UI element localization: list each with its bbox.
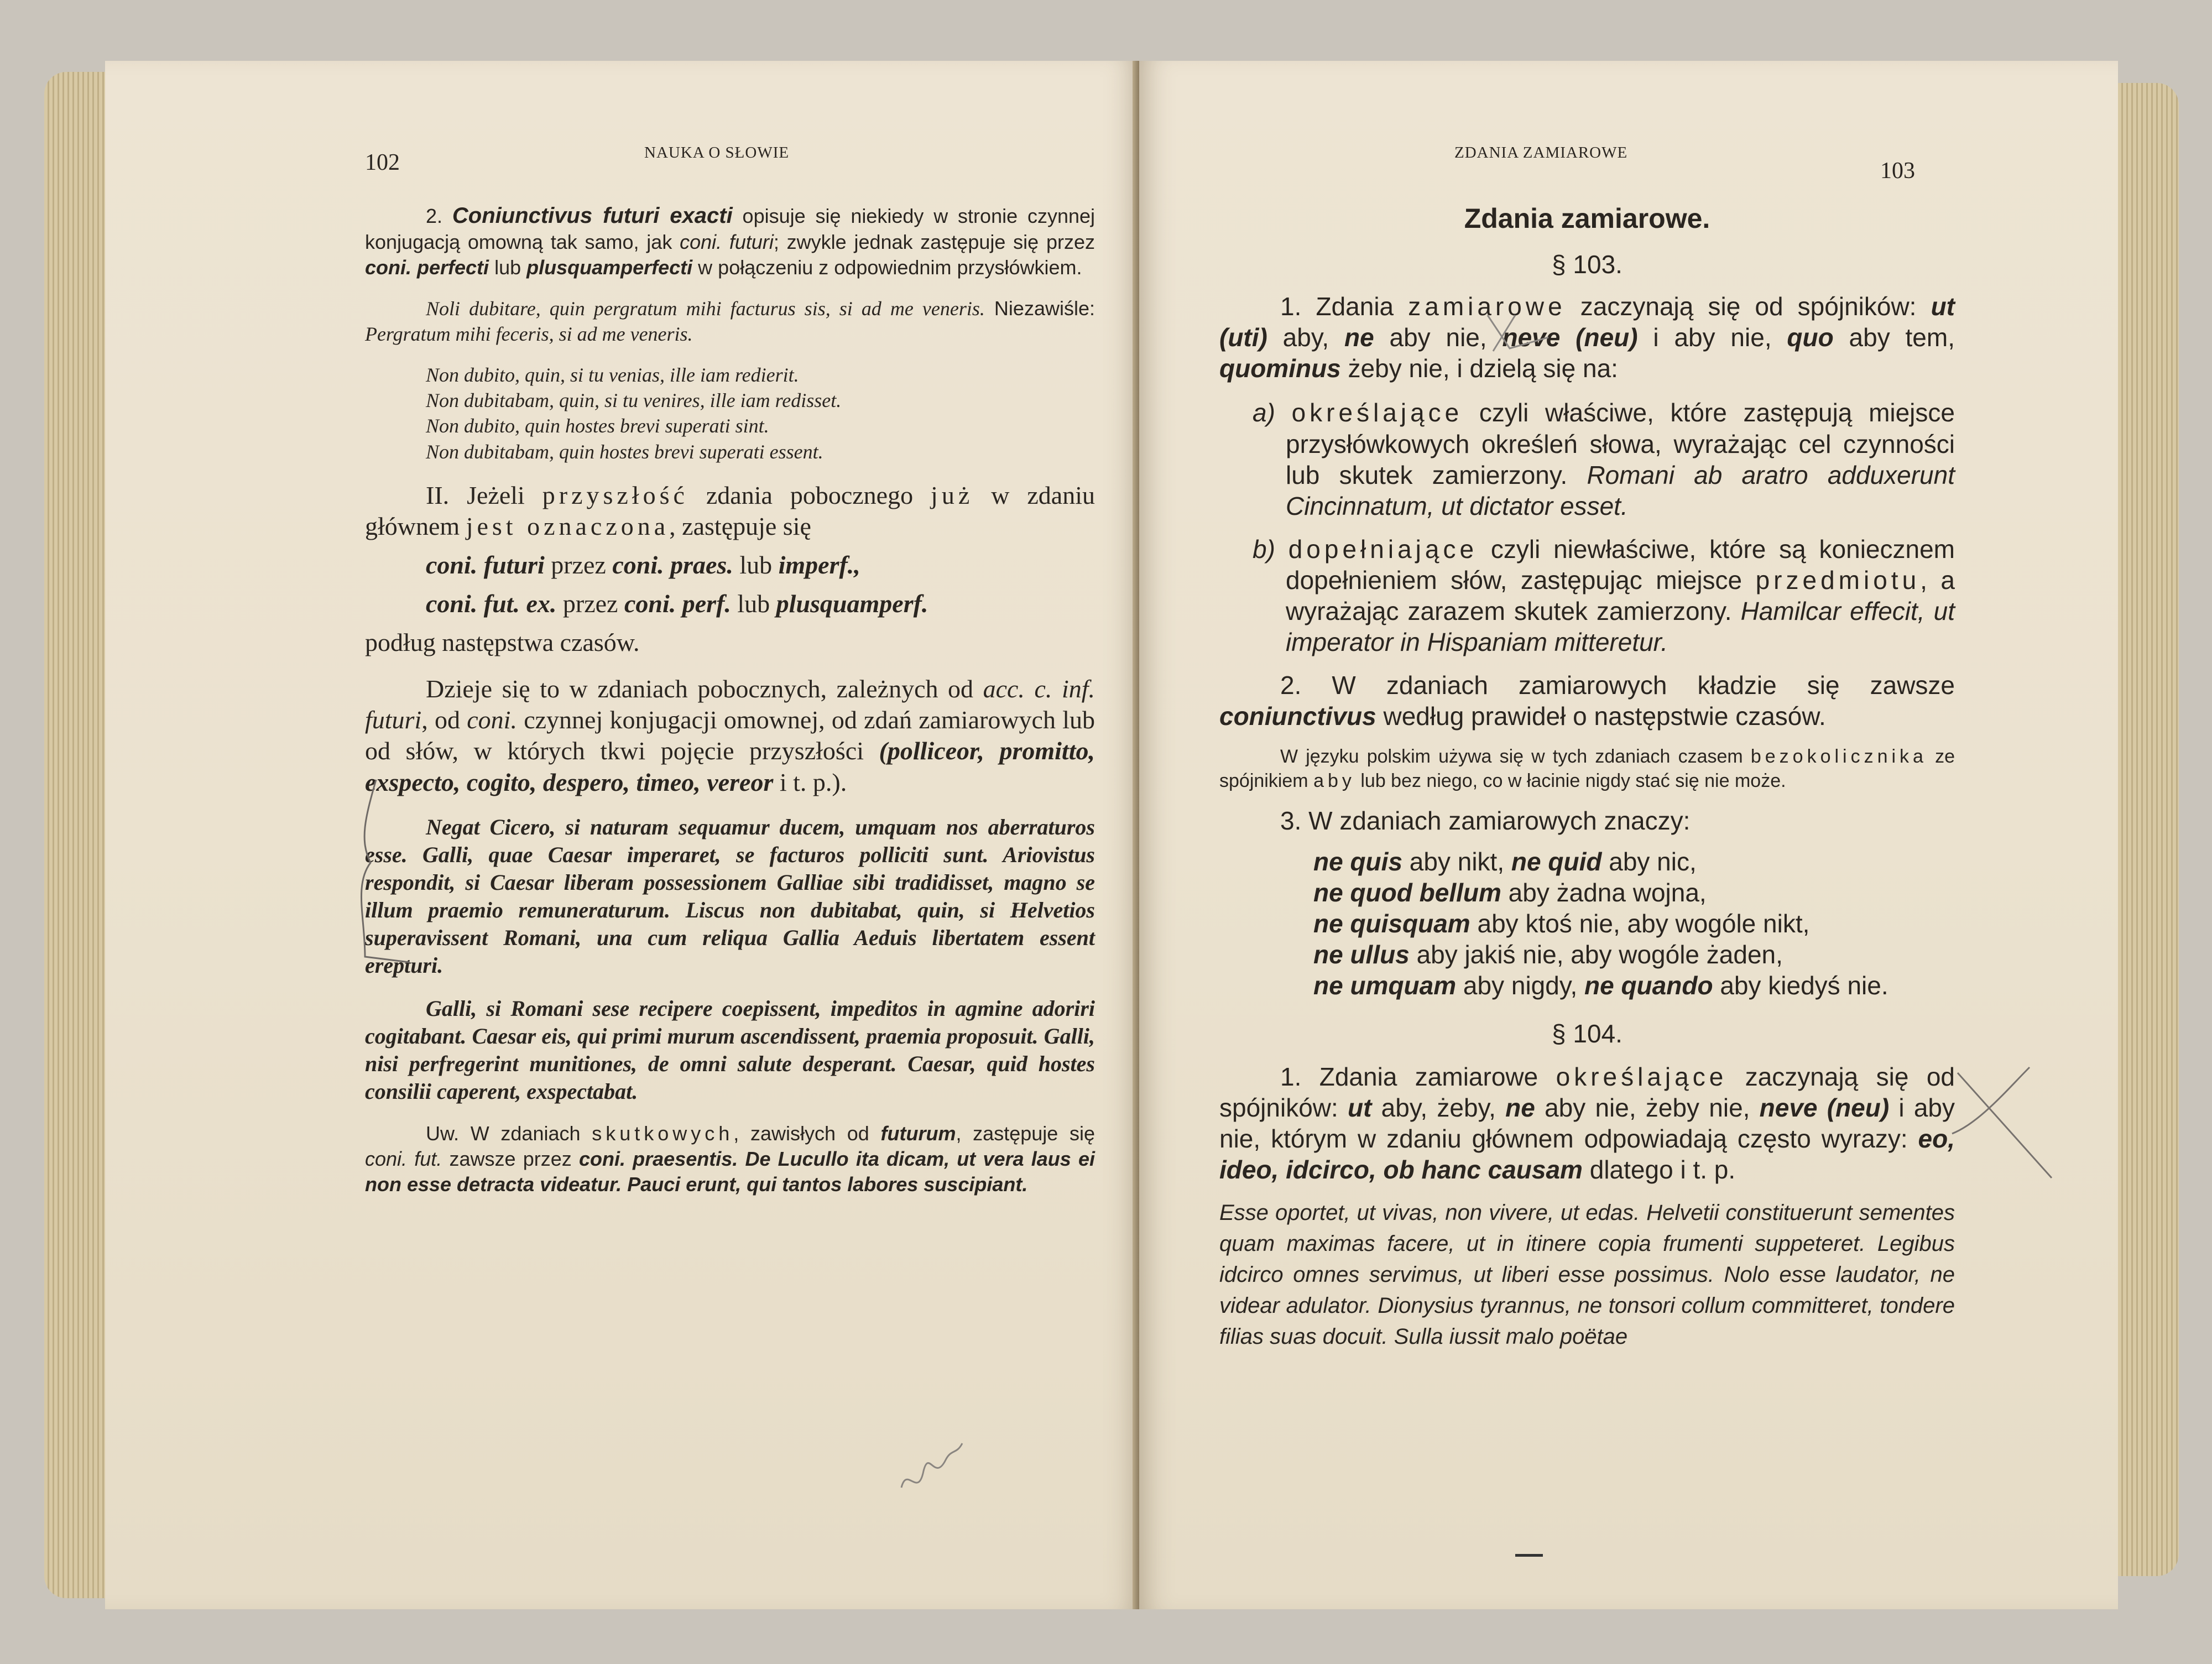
spaced-term: określające: [1291, 398, 1463, 427]
text: i t. p.).: [773, 768, 847, 796]
ne-list: [1219, 846, 1955, 1001]
page-number: 103: [1880, 158, 1915, 184]
pencil-scribble-mark: [890, 1421, 979, 1504]
left-page: [105, 61, 1139, 1609]
substitution-1: [365, 550, 1095, 581]
text: zaczynają się od spójników:: [1219, 1062, 1955, 1122]
section-103-heading: § 103.: [1552, 250, 1623, 279]
text: aby kiedyś nie.: [1713, 971, 1888, 1000]
term: Coniunctivus futuri exacti: [452, 204, 733, 228]
section-title: Zdania zamiarowe.: [1464, 203, 1710, 234]
term: coni. perfecti: [365, 256, 489, 279]
pencil-check-mark: [1482, 304, 1554, 359]
term: ne quisquam: [1313, 909, 1470, 938]
term: acc. c. inf. futuri: [365, 675, 1095, 734]
text: Niezawiśle:: [984, 297, 1095, 320]
paragraph-3: 3. W zdaniach zamiarowych znaczy:: [1280, 806, 1691, 835]
term: plusquamperf.: [776, 589, 928, 618]
spaced-term: bezokolicznika: [1750, 745, 1927, 767]
example-line: Non dubitabam, quin, si tu venires, ille iam redisset.: [426, 389, 842, 412]
running-head: ZDANIA ZAMIAROWE: [1454, 144, 1628, 161]
text: II. Jeżeli: [426, 481, 542, 509]
latin-example: Noli dubitare, quin pergratum mihi facturus sis, si ad me veneris.: [426, 298, 985, 320]
text: zdania pobocznego: [688, 481, 931, 509]
text: 2. W zdaniach zamiarowych kładzie się zawsze: [1280, 671, 1955, 700]
item-a: [1219, 397, 1955, 521]
text: żeby nie, i dzielą się na:: [1340, 354, 1618, 383]
text: w zdaniu głównem: [365, 481, 1095, 540]
example-line: Non dubito, quin hostes brevi superati sint.: [426, 415, 769, 437]
paragraph-II: [365, 480, 1095, 542]
item-b: [1219, 534, 1955, 658]
term: quo: [1787, 323, 1834, 352]
text: przez: [556, 589, 624, 618]
text: dlatego i t. p.: [1582, 1155, 1736, 1184]
text: ze spójnikiem: [1219, 745, 1955, 791]
term: quominus: [1219, 354, 1341, 383]
page-edges-right: [2118, 83, 2179, 1576]
spaced-term: przedmiotu: [1755, 565, 1921, 594]
example-line: Non dubito, quin, si tu venias, ille iam redierit.: [426, 364, 799, 387]
page-edges-left: [44, 72, 111, 1598]
text: aby żadna wojna,: [1501, 878, 1707, 907]
term: ne quod bellum: [1313, 878, 1501, 907]
text: , zawisłych od: [733, 1121, 881, 1145]
text: aby nie,: [1374, 323, 1503, 352]
right-text-column: [1219, 199, 1955, 1352]
term: coniunctivus: [1219, 702, 1376, 731]
text: , zastępuje się: [956, 1121, 1095, 1145]
note-uw: [365, 1121, 1095, 1197]
text: aby jakiś nie, aby wogóle żaden,: [1409, 940, 1783, 969]
term: neve (neu): [1759, 1093, 1890, 1122]
term: ne: [1505, 1093, 1535, 1122]
small-note: [1219, 744, 1955, 793]
spaced-term: określające: [1556, 1062, 1728, 1091]
term: (polliceor, promitto, exspecto, cogito, despero, timeo, vereor: [365, 737, 1095, 796]
paragraph-number: 2.: [426, 205, 443, 227]
term: coni. perf.: [624, 589, 731, 618]
paragraph-2: [365, 202, 1095, 280]
item-label: a): [1253, 398, 1275, 427]
list-item: [1219, 939, 1955, 970]
printer-mark: [1515, 1554, 1543, 1557]
text: czyli właściwe, które zastępują miejsce przysłówkowych określeń słowa, wyrażając cel czynności lub skutek zamierzony.: [1286, 398, 1955, 489]
item-label: b): [1253, 534, 1275, 564]
text: aby nikt,: [1402, 847, 1511, 877]
latin-example: De Lucullo ita dicam, ut vera laus ei non esse detracta videatur. Pauci erunt, qui tantos labores suscipiant.: [365, 1147, 1095, 1196]
text: Dzieje się to w zdaniach pobocznych, zależnych od: [426, 675, 983, 703]
open-book: [44, 61, 2179, 1609]
term: coni. futuri: [680, 231, 774, 253]
latin-examples: Esse oportet, ut vivas, non vivere, ut edas. Helvetii constituerunt sementes quam maximas facere, ut in itinere copia frumenti suppeteret. Legibus idcirco omnes servimus, ut liberi esse possimus. Nolo esse laudator, ne videar adulator. Dionysius tyrannus, ne tonsori collum committeret, tondere filias suas docuit. Sulla iussit malo poëtae: [1219, 1201, 1955, 1349]
latin-examples-2: Galli, si Romani sese recipere coepissent, impeditos in agmine adoriri cogitabant. Caesar eis, qui primi murum ascendissent, praemia proposuit. Galli, nisi perfregerint munitiones, de omni salute desperant. Caesar, quid hostes consilii caperent, exspectabat.: [365, 995, 1095, 1104]
text: 1. Zdania: [1280, 292, 1408, 321]
term: coni. praes.: [612, 550, 733, 579]
spaced-term: aby: [1313, 770, 1355, 791]
text: lub: [733, 550, 779, 579]
text: lub bez niego, co w łacinie nigdy stać się nie może.: [1355, 770, 1786, 791]
text: czyli niewłaściwe, które są koniecznem dopełnieniem słów, zastępując miejsce: [1286, 534, 1955, 594]
term: ut: [1348, 1093, 1372, 1122]
page-number: 102: [365, 150, 400, 175]
text: , a wyrażając zarazem skutek zamierzony.: [1286, 565, 1955, 626]
text: aby nigdy,: [1456, 971, 1584, 1000]
spaced-term: już: [931, 481, 974, 509]
term: coni. fut.: [365, 1147, 442, 1170]
spaced-term: zamiarowe: [1408, 292, 1566, 321]
term: ne quis: [1313, 847, 1403, 877]
section-104-heading: § 104.: [1552, 1019, 1623, 1048]
term: futurum: [880, 1121, 956, 1145]
term: plusquamperfecti: [526, 256, 693, 279]
text: zaczynają się od spójników:: [1566, 292, 1931, 321]
list-item: [1219, 970, 1955, 1001]
text: aby,: [1267, 323, 1345, 352]
text: przez: [544, 550, 613, 579]
latin-example: Hamilcar effecit, ut imperator in Hispaniam mitteretur.: [1286, 597, 1955, 657]
text: aby nic,: [1601, 847, 1697, 877]
term: ne quid: [1511, 847, 1602, 877]
pencil-bracket-mark: [343, 774, 476, 973]
latin-examples-1: Negat Cicero, si naturam sequamur ducem, umquam nos aberraturos esse. Galli, quae Caesar imperaret, se facturos polliciti sunt. Ariovistus respondit, si Caesar liberam possessionem Galliae sibi tradidisset, magno se illum praemio remuneraturum. Liscus non dubitabat, quin, si Helvetios superavissent Romani, una cum reliqua Gallia Aeduis libertatem essent erepturi.: [365, 814, 1095, 978]
term: ut (uti): [1219, 292, 1955, 352]
text: i aby nie, którym w zdaniu głównem odpowiadają często wyrazy:: [1219, 1093, 1955, 1153]
spaced-term: dopełniające: [1288, 534, 1478, 564]
term: ne: [1344, 323, 1374, 352]
example-block-1: [365, 296, 1095, 347]
term: ne ullus: [1313, 940, 1410, 969]
term: neve (neu): [1502, 323, 1638, 352]
term: ne umquam: [1313, 971, 1457, 1000]
term: coni.: [467, 706, 517, 734]
text: lub: [731, 589, 776, 618]
paragraph-1: [1219, 291, 1955, 384]
term: imperf.,: [778, 550, 860, 579]
latin-example: Romani ab aratro adduxerunt Cincinnatum, ut dictator esset.: [1286, 460, 1955, 520]
text: czynnej konjugacji omownej, od zdań zamiarowych lub od słów, w których tkwi pojęcie przyszłości: [365, 706, 1095, 765]
example-line: Non dubitabam, quin hostes brevi superati essent.: [426, 440, 823, 463]
list-item: [1219, 908, 1955, 939]
spaced-term: jest oznaczona: [466, 512, 670, 540]
substitution-2: [365, 588, 1095, 619]
text: aby nie, żeby nie,: [1535, 1093, 1760, 1122]
text: Uw. W zdaniach: [426, 1121, 592, 1145]
list-item: [1219, 846, 1955, 877]
running-head: NAUKA O SŁOWIE: [644, 144, 790, 161]
text: , zastępuje się: [669, 512, 811, 540]
right-page: [1139, 61, 2118, 1609]
left-text-column: [365, 202, 1095, 1197]
list-item: [1219, 877, 1955, 908]
paragraph-104-1: [1219, 1061, 1955, 1185]
text: , od: [421, 706, 467, 734]
paragraph-2: [1219, 670, 1955, 732]
text: i aby nie,: [1637, 323, 1787, 352]
text: aby ktoś nie, aby wogóle nikt,: [1470, 909, 1810, 938]
text: zawsze przez: [442, 1147, 579, 1170]
paragraph-end: podług następstwa czasów.: [365, 628, 640, 657]
text: według prawideł o następstwie czasów.: [1376, 702, 1826, 731]
text: opisuje się niekiedy w stronie czynnej konjugacją omowną tak samo, jak: [365, 205, 1095, 253]
term: ne quando: [1584, 971, 1713, 1000]
term: coni. fut. ex.: [426, 589, 557, 618]
term: eo, ideo, idcirco, ob hanc causam: [1219, 1124, 1955, 1184]
text: w połączeniu z odpowiednim przysłówkiem.: [692, 256, 1082, 279]
pencil-cross-mark: [1936, 1056, 2063, 1183]
spaced-term: przyszłość: [542, 481, 688, 509]
text: 1. Zdania zamiarowe: [1280, 1062, 1556, 1091]
text: lub: [489, 256, 527, 279]
term: coni. futuri: [426, 550, 545, 579]
text: aby tem,: [1833, 323, 1955, 352]
term: coni. praesentis.: [578, 1147, 738, 1170]
text: aby, żeby,: [1371, 1093, 1506, 1122]
latin-example: Pergratum mihi feceris, si ad me veneris.: [365, 323, 693, 346]
example-block-2: [365, 362, 1095, 464]
text: W języku polskim używa się w tych zdaniach czasem: [1280, 745, 1751, 767]
text: ; zwykle jednak zastępuje się przez: [773, 231, 1095, 253]
spaced-term: skutkowych: [592, 1121, 734, 1145]
